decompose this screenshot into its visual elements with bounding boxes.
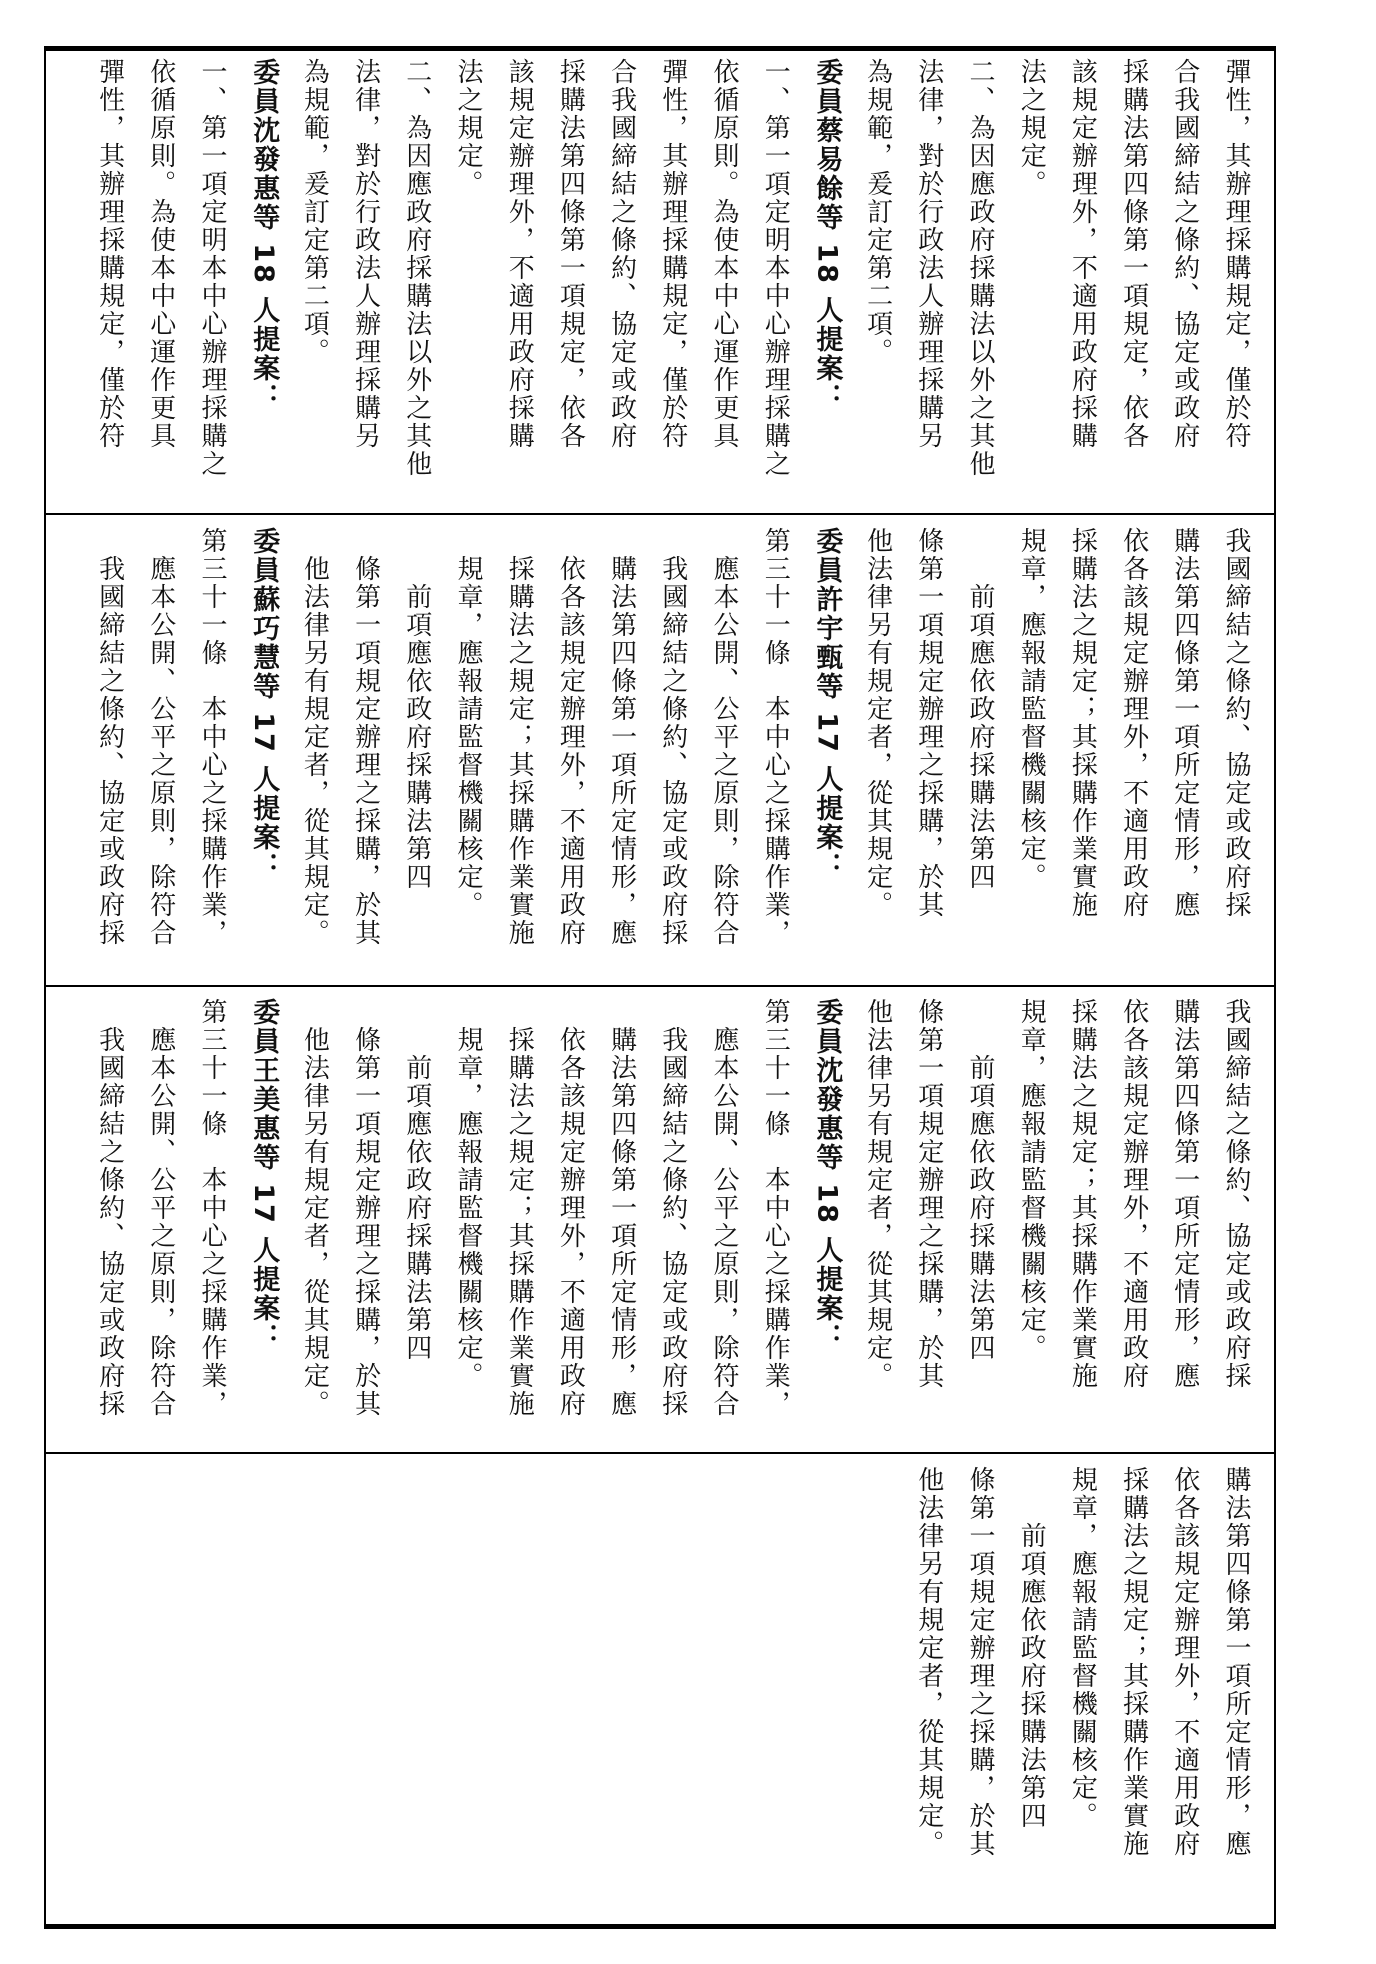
text-column: 第三十一條 本中心之採購作業， [760,998,791,1418]
text-column: 第三十一條 本中心之採購作業， [197,998,227,1418]
text-column: 為規範，爰訂定第二項。 [862,58,893,366]
text-column: 前項應依政府採購法第四 [401,998,432,1362]
text-column: 合我國締結之條約、協定或政府 [1169,58,1200,450]
proposal-heading: 委員沈發惠等 18 人提案： [248,58,280,413]
text-column: 我國締結之條約、協定或政府採 [94,998,125,1418]
text-column: 採購法第四條第一項規定，依各 [555,58,586,450]
text-column: 依循原則。為使本中心運作更具 [145,58,176,450]
band-divider-2 [44,985,1276,987]
text-column: 應本公開、公平之原則，除符合 [709,998,739,1418]
proposal-heading: 委員王美惠等 17 人提案： [248,998,280,1353]
text-column: 購法第四條第一項所定情形，應 [606,527,637,947]
text-column: 應本公開、公平之原則，除符合 [709,527,739,947]
text-column: 該規定辦理外，不適用政府採購 [1067,58,1098,450]
text-column: 依各該規定辦理外，不適用政府 [555,527,586,947]
text-column: 我國締結之條約、協定或政府採 [1221,527,1251,919]
text-column: 為規範，爰訂定第二項。 [299,58,330,366]
text-column: 該規定辦理外，不適用政府採購 [504,58,535,450]
text-column: 前項應依政府採購法第四 [965,998,995,1362]
text-column: 依循原則。為使本中心運作更具 [709,58,739,450]
text-column: 彈性，其辦理採購規定，僅於符 [657,58,688,450]
text-column: 合我國締結之條約、協定或政府 [606,58,637,450]
text-column: 採購法第四條第一項規定，依各 [1118,58,1149,450]
text-column: 我國締結之條約、協定或政府採 [1221,998,1251,1390]
text-column: 二、為因應政府採購法以外之其他 [965,58,995,478]
text-column: 我國締結之條約、協定或政府採 [657,527,688,947]
text-column: 採購法之規定；其採購作業實施 [504,527,535,947]
text-column: 規章，應報請監督機關核定。 [1016,527,1047,891]
bottom-rule [44,1924,1276,1929]
proposal-heading: 委員蔡易餘等 18 人提案： [811,58,843,413]
text-column: 他法律另有規定者，從其規定。 [913,1466,944,1858]
text-column: 他法律另有規定者，從其規定。 [862,998,893,1390]
text-column: 條第一項規定辦理之採購，於其 [350,527,381,947]
text-column: 購法第四條第一項所定情形，應 [1169,527,1200,919]
text-column: 規章，應報請監督機關核定。 [1067,1466,1098,1830]
text-column: 他法律另有規定者，從其規定。 [299,998,330,1418]
text-column: 前項應依政府採購法第四 [1016,1466,1047,1830]
text-column: 法律，對於行政法人辦理採購另 [350,58,381,450]
text-column: 一、第一項定明本中心辦理採購之 [760,58,791,478]
text-column: 彈性，其辦理採購規定，僅於符 [1221,58,1251,450]
text-column: 二、為因應政府採購法以外之其他 [401,58,432,478]
text-column: 條第一項規定辦理之採購，於其 [913,998,944,1390]
band-divider-1 [44,513,1276,515]
text-column: 購法第四條第一項所定情形，應 [1169,998,1200,1390]
text-column: 我國締結之條約、協定或政府採 [657,998,688,1418]
text-column: 應本公開、公平之原則，除符合 [145,998,176,1418]
text-column: 條第一項規定辦理之採購，於其 [913,527,944,919]
text-column: 第三十一條 本中心之採購作業， [197,527,227,947]
text-column: 採購法之規定；其採購作業實施 [504,998,535,1418]
text-column: 一、第一項定明本中心辦理採購之 [197,58,227,478]
text-column: 應本公開、公平之原則，除符合 [145,527,176,947]
proposal-heading: 委員蘇巧慧等 17 人提案： [248,527,280,882]
left-border [44,46,46,1929]
text-column: 法之規定。 [1016,58,1047,198]
band-divider-3 [44,1452,1276,1454]
right-border [1274,46,1276,1929]
text-column: 規章，應報請監督機關核定。 [1016,998,1047,1362]
text-column: 規章，應報請監督機關核定。 [453,527,483,919]
text-column: 依各該規定辦理外，不適用政府 [555,998,586,1418]
text-column: 前項應依政府採購法第四 [401,527,432,891]
proposal-heading: 委員沈發惠等 18 人提案： [811,998,843,1353]
text-column: 彈性，其辦理採購規定，僅於符 [94,58,125,450]
text-column: 採購法之規定；其採購作業實施 [1067,527,1098,919]
text-column: 購法第四條第一項所定情形，應 [606,998,637,1418]
text-column: 購法第四條第一項所定情形，應 [1221,1466,1251,1858]
text-column: 法律，對於行政法人辦理採購另 [913,58,944,450]
text-column: 條第一項規定辦理之採購，於其 [350,998,381,1418]
top-rule [44,46,1276,51]
text-column: 採購法之規定；其採購作業實施 [1118,1466,1149,1858]
proposal-heading: 委員許宇甄等 17 人提案： [811,527,843,882]
text-column: 他法律另有規定者，從其規定。 [299,527,330,947]
text-column: 依各該規定辦理外，不適用政府 [1118,527,1149,919]
text-column: 我國締結之條約、協定或政府採 [94,527,125,947]
text-column: 前項應依政府採購法第四 [965,527,995,891]
text-column: 依各該規定辦理外，不適用政府 [1169,1466,1200,1858]
text-column: 採購法之規定；其採購作業實施 [1067,998,1098,1390]
text-column: 第三十一條 本中心之採購作業， [760,527,791,947]
text-column: 規章，應報請監督機關核定。 [453,998,483,1390]
text-column: 依各該規定辦理外，不適用政府 [1118,998,1149,1390]
text-column: 法之規定。 [453,58,483,198]
text-column: 他法律另有規定者，從其規定。 [862,527,893,919]
text-column: 條第一項規定辦理之採購，於其 [965,1466,995,1858]
